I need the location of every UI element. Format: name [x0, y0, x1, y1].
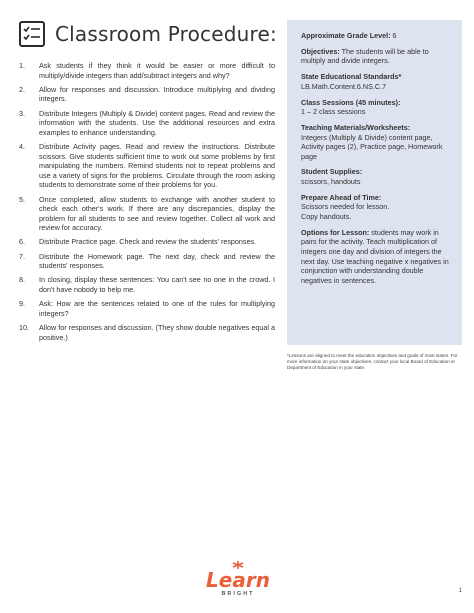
step-text: Ask: How are the sentences related to one of the rules for multiplying integers?: [39, 299, 275, 318]
logo-tagline: BRIGHT: [221, 591, 255, 597]
checklist-icon: [19, 21, 45, 47]
materials-field: [301, 123, 452, 161]
procedure-step: [19, 323, 275, 342]
page-number: 1: [458, 588, 462, 594]
step-text: Distribute Practice page. Check and review the students' responses.: [39, 237, 257, 247]
objectives-field: [301, 47, 452, 66]
objectives-label: Objectives:: [301, 46, 340, 56]
step-text: Ask students if they think it would be easier or more difficult to multiply/divide integers than add/subtract integers and why?: [39, 61, 275, 80]
procedure-step: [19, 299, 275, 318]
prepare-label: Prepare Ahead of Time:: [301, 192, 382, 202]
step-number: 8.: [19, 275, 25, 285]
procedure-step: [19, 275, 275, 294]
step-number: 10.: [19, 323, 29, 332]
grade-level-value: 6: [392, 31, 397, 40]
step-text: Distribute the Homework page. The next day, check and review the students' responses.: [39, 251, 275, 271]
procedure-step: [19, 142, 275, 190]
supplies-label: Student Supplies:: [301, 167, 363, 177]
supplies-field: [301, 167, 452, 186]
page-header: [19, 19, 277, 49]
procedure-step: [19, 109, 275, 138]
step-text: Distribute Integers (Multiply & Divide) content pages. Read and review the information with the students. Use the additional resources and extra examples to enhance understanding.: [39, 108, 275, 137]
procedure-step: [19, 61, 275, 80]
grade-level-field: [301, 31, 452, 41]
procedure-step: [19, 195, 275, 233]
procedure-step: [19, 252, 275, 271]
step-number: 1.: [19, 61, 25, 70]
standards-field: [301, 72, 452, 91]
step-text: Allow for responses and discussion. (They show double negatives equal a positive.): [39, 323, 275, 342]
standards-label: State Educational Standards*: [301, 72, 402, 82]
supplies-value: scissors, handouts: [301, 177, 361, 187]
step-text: Allow for responses and discussion. Introduce multiplying and dividing integers.: [39, 84, 275, 104]
step-number: 4.: [19, 141, 25, 151]
step-number: 6.: [19, 237, 25, 247]
prepare-field: [301, 193, 452, 222]
prepare-value-1: Scissors needed for lesson.: [301, 202, 390, 212]
learn-bright-logo: [198, 560, 278, 600]
procedure-step: [19, 237, 275, 247]
options-label: Options for Lesson:: [301, 227, 370, 237]
procedure-step: [19, 85, 275, 104]
step-number: 9.: [19, 299, 25, 309]
page-title: Classroom Procedure:: [55, 22, 277, 46]
step-text: Distribute Activity pages. Read and review the instructions. Distribute scissors. Give students sufficient time to work out some problems by first manipulating the numbers. Remind students not to repeat problems and use a variety of signs for the problems. Circulate through the room asking students to demonstrate some of their problems for you.: [39, 141, 275, 190]
class-sessions-field: [301, 98, 452, 117]
objectives-value: The students will be able to multiply and divide integers.: [301, 46, 429, 66]
materials-value: Integers (Multiply & Divide) content page, Activity pages (2), Practice page, Homework page: [301, 132, 443, 161]
step-number: 7.: [19, 251, 25, 261]
step-text: Once completed, allow students to exchange with another student to check each other's work. If there are any discrepancies, display the problem for all students to see and review together. Collect all work and review for accuracy.: [39, 194, 275, 233]
standards-value: LB.Math.Content.6.NS.C.7: [301, 81, 387, 91]
step-number: 3.: [19, 108, 25, 118]
prepare-value-2: Copy handouts.: [301, 212, 352, 222]
step-text: In closing, display these sentences: You can't see no one in the crowd. I don't have nobody to help me.: [39, 275, 275, 295]
options-value: students may work in pairs for the activity. Teach multiplication of integers one day and division of integers the next day. Use teaching negative x negatives in conjunction with understanding double negatives in sentences.: [301, 227, 449, 285]
lesson-info-sidebar: [287, 20, 462, 345]
step-number: 5.: [19, 194, 25, 204]
options-field: [301, 228, 452, 286]
logo-name: Learn: [206, 568, 270, 592]
procedure-list: [19, 61, 275, 347]
class-sessions-label: Class Sessions (45 minutes):: [301, 97, 401, 107]
standards-footnote: *Lessons are aligned to meet the education objectives and goals of most states. For more information on your state objectives, contact your local Board of Education or Department of Education in your state.: [287, 353, 458, 370]
class-sessions-value: 1 – 2 class sessions: [301, 107, 366, 117]
materials-label: Teaching Materials/Worksheets:: [301, 122, 411, 132]
grade-level-label: Approximate Grade Level:: [301, 31, 391, 40]
step-number: 2.: [19, 84, 25, 94]
